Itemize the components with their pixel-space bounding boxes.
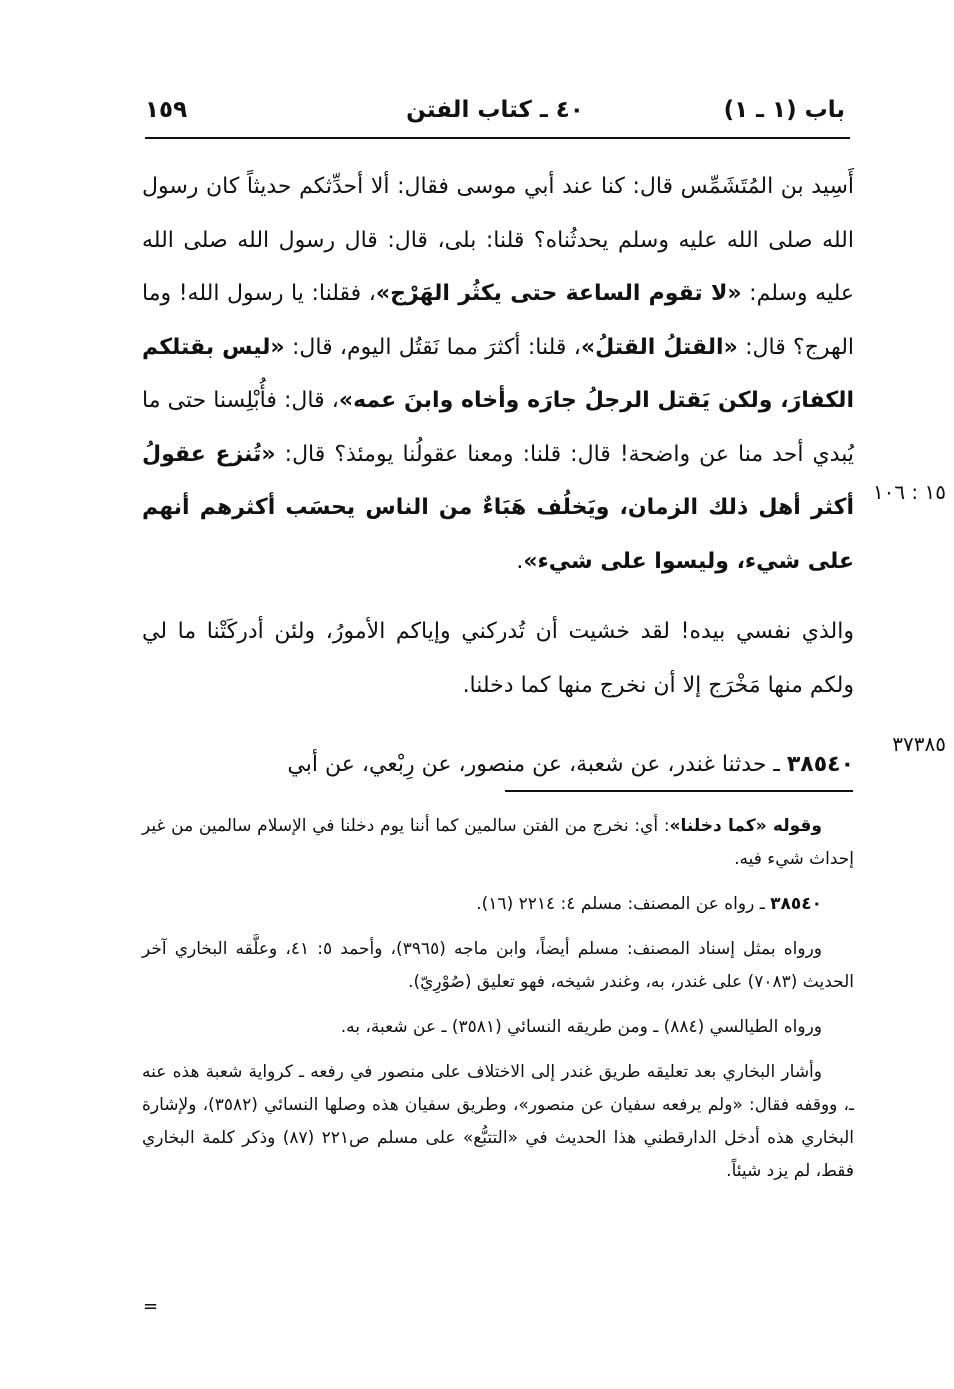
- footnote-text: : أي: نخرج من الفتن سالمين كما أننا يوم دخلنا في الإسلام سالمين من غير إحداث شيء فيه.: [142, 816, 854, 869]
- footnote-divider: [505, 790, 853, 792]
- narration-text: أَسِيد بن المُتَشَمِّس قال: كنا عند أبي موسى فقال: ألا أحدِّثكم حديثاً كان رسول الله صلى الله عليه وسلم يحدثُناه؟ قلنا: بلى، قال: قال رسول الله صلى الله عليه وسلم:: [142, 174, 854, 306]
- footnote: وأشار البخاري بعد تعليقه طريق غندر إلى الاختلاف على منصور في رفعه ـ كرواية شعبة هذه عنه ـ، ووقفه فقال: «ولم يرفعه سفيان عن منصور»، وطريق سفيان هذه وصلها النسائي (٣٥٨٢)، ولإشارة البخاري هذه أدخل الدارقطني هذا الحديث في «التتبُّع» على مسلم ص٢٢١ (٨٧) وذكر كلمة البخاري فقط، لم يزد شيئاً.: [142, 1062, 855, 1181]
- book-title: ٤٠ ـ كتاب الفتن: [406, 97, 584, 123]
- hadith-number: ٣٨٥٤٠: [786, 752, 854, 777]
- prophetic-quote: «تُنزع عقولُ أكثر أهل ذلك الزمان، ويَخلُف هَبَاءٌ من الناس يحسَب أكثرهم أنهم على شيء، وليسوا على شيء»: [142, 441, 854, 574]
- oath-paragraph: والذي نفسي بيده! لقد خشيت أن تُدركني وإياكم الأمورُ، ولئن أدركَتْنا ما لي ولكم منها مَخْرَج إلا أن نخرج منها كما دخلنا.: [142, 619, 854, 698]
- page-number: ١٥٩: [145, 97, 188, 123]
- prophetic-quote: «لا تقوم الساعة حتى يكثُر الهَرْج»: [375, 281, 742, 306]
- narration-text: ، قلنا: أكثرَ مما نَقتُل اليوم، قال:: [284, 334, 581, 360]
- margin-hadith-number: ٣٧٣٨٥: [892, 732, 946, 756]
- prophetic-quote: «ليس بقتلكم الكفارَ، ولكن يَقتل الرجلُ جارَه وأخاه وابنَ عمه»: [142, 334, 854, 413]
- prophetic-quote: «القتلُ القتلُ»: [580, 334, 738, 360]
- continuation-mark: =: [143, 1296, 159, 1317]
- footnote: [142, 810, 854, 876]
- footnote: [142, 888, 854, 921]
- main-text: [142, 160, 854, 792]
- footnote: ورواه الطيالسي (٨٨٤) ـ ومن طريقه النسائي (٣٥٨١) ـ عن شعبة، به.: [340, 1017, 822, 1037]
- narration-text: .: [516, 548, 524, 574]
- footnote-lemma: وقوله «كما دخلنا»: [669, 816, 822, 836]
- narration-text: ، فقلنا: يا رسول الله! وما الهرج؟ قال:: [142, 281, 855, 360]
- header-divider: [145, 137, 850, 139]
- page-header: [145, 90, 845, 130]
- chapter-reference: باب (١ ـ ١): [723, 97, 845, 123]
- hadith-paragraph: [142, 160, 854, 588]
- footnote-hadith-number: ٣٨٥٤٠: [770, 894, 822, 914]
- footnote: ورواه بمثل إسناد المصنف: مسلم أيضاً، وابن ماجه (٣٩٦٥)، وأحمد ٥: ٤١، وعلَّقه البخاري آخر الحديث (٧٠٨٣) على غندر، به، وغندر شيخه، فهو تعليق (صُوْرِيّ).: [142, 939, 854, 992]
- isnad-text: ـ حدثنا غندر، عن شعبة، عن منصور، عن رِبْعي، عن أبي: [287, 752, 787, 777]
- narration-text: ، قال: فأُبْلِسنا حتى ما يُبدي أحد منا عن واضحة! قال: قلنا: ومعنا عقولُنا يومئذ؟ قال:: [142, 388, 854, 467]
- margin-reference: ١٥ : ١٠٦: [872, 480, 946, 504]
- footnote-text: ـ رواه عن المصنف: مسلم ٤: ٢٢١٤ (١٦).: [476, 894, 771, 914]
- next-hadith-paragraph: [142, 738, 854, 792]
- footnotes: [142, 810, 854, 1200]
